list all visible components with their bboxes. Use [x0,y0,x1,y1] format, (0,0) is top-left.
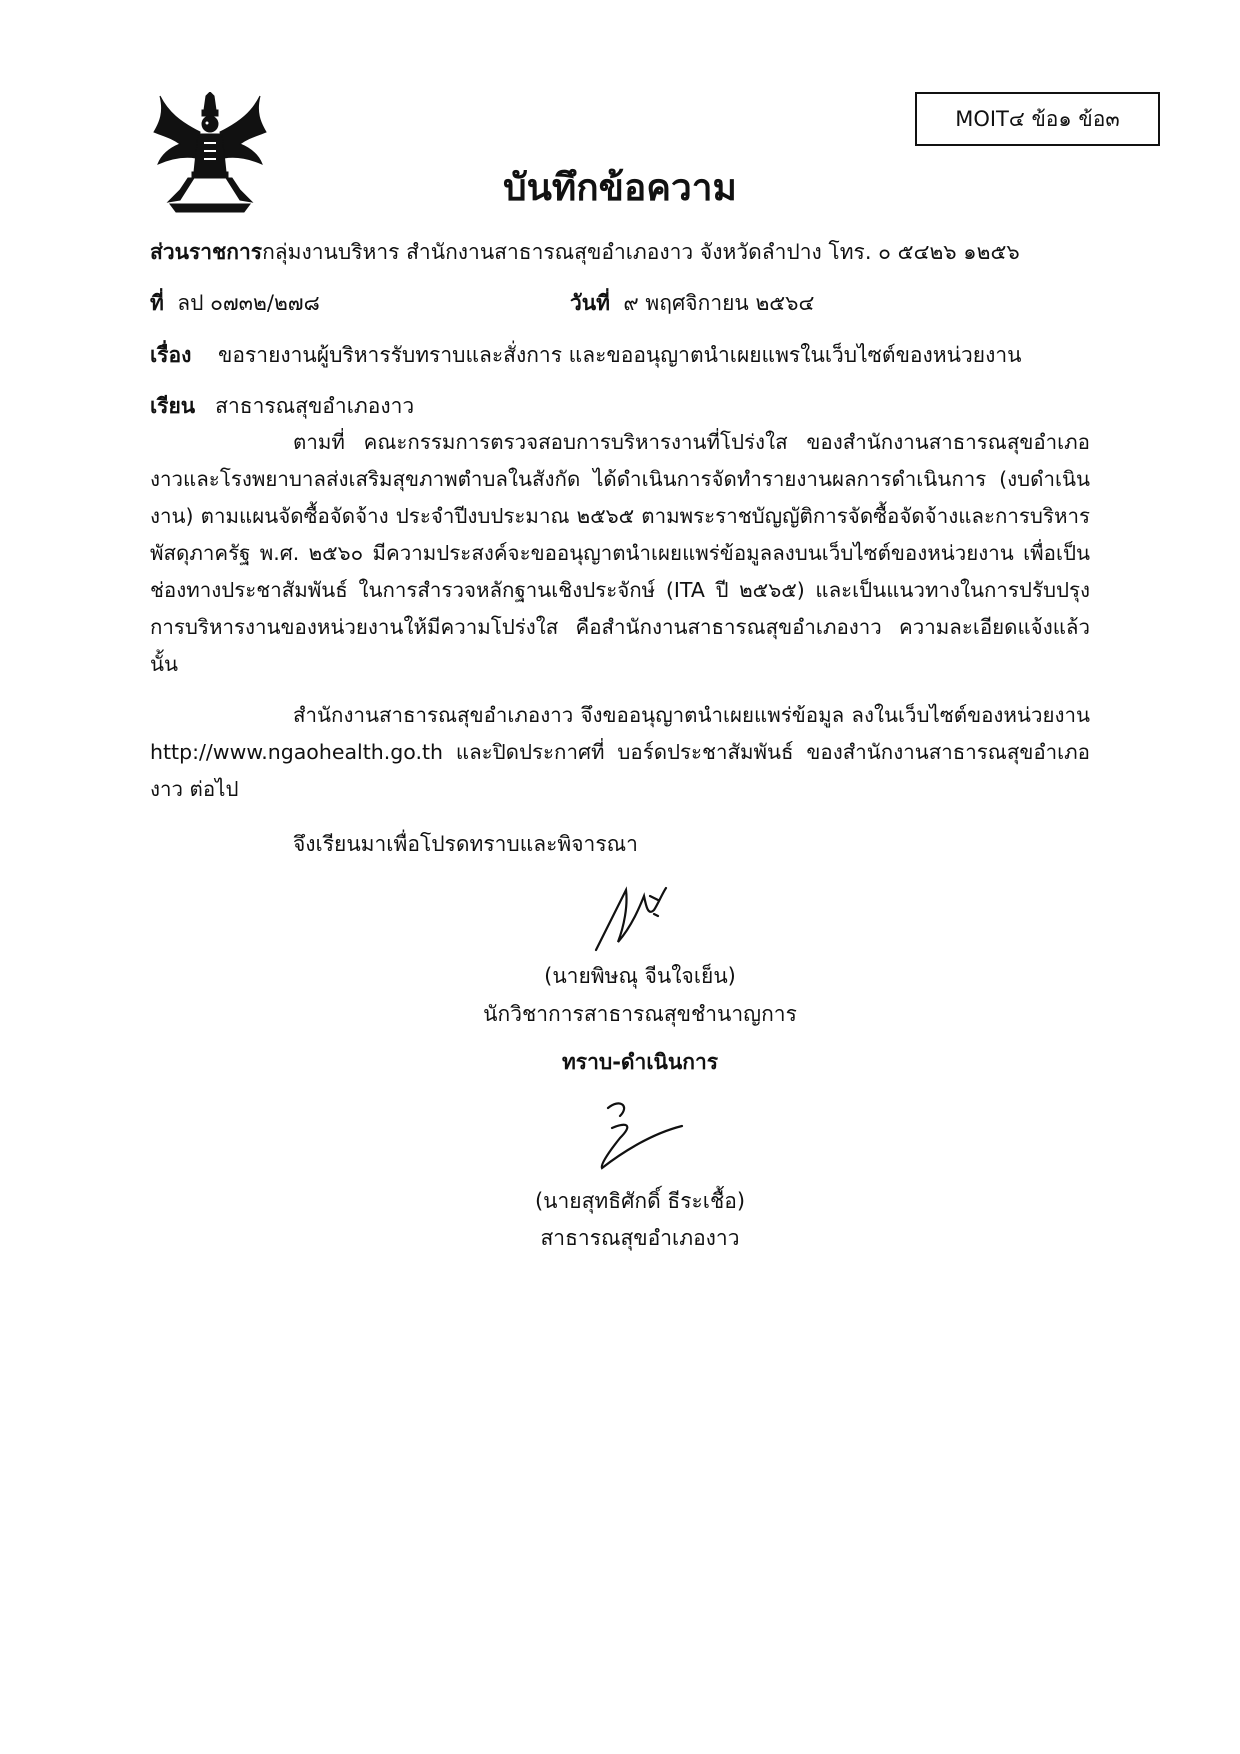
body-paragraph-2: สำนักงานสาธารณสุขอำเภองาว จึงขออนุญาตนำเผยแพร่ข้อมูล ลงในเว็บไซต์ของหน่วยงาน http://www.ngaohealth.go.th และปิดประกาศที่ บอร์ดประชาสัมพันธ์ ของสำนักงานสาธารณสุขอำเภองาว ต่อไป [150,703,1090,801]
signer-2-name: (นายสุทธิศักดิ์ ธีระเชื้อ) [534,1189,746,1213]
approval-text: ทราบ-ดำเนินการ [561,1050,719,1074]
reference-badge-text: MOIT๔ ข้อ๑ ข้อ๓ [955,106,1120,131]
agency-line [150,236,1020,269]
reference-badge [915,92,1160,146]
signer-1-name: (นายพิษณุ จีนใจเย็น) [544,964,736,988]
closing-line: จึงเรียนมาเพื่อโปรดทราบและพิจารณา [293,832,638,856]
date-label: วันที่ [570,291,610,315]
signer-2-position: สาธารณสุขอำเภองาว [540,1226,740,1250]
signature-1-icon [588,876,698,956]
agency-value: กลุ่มงานบริหาร สำนักงานสาธารณสุขอำเภองาว จังหวัดลำปาง โทร. ๐ ๕๔๒๖ ๑๒๕๖ [262,240,1020,264]
signer-1-position: นักวิชาการสาธารณสุขชำนาญการ [483,1002,797,1026]
salutation-label: เรียน [150,394,196,418]
subject-value: ขอรายงานผู้บริหารรับทราบและสั่งการ และขออนุญาตนำเผยแพรในเว็บไซต์ของหน่วยงาน [218,343,1022,367]
salutation-line [150,390,414,423]
date-value: ๙ พฤศจิกายน ๒๕๖๔ [623,291,815,315]
signature-2-icon [590,1094,690,1174]
subject-label: เรื่อง [150,343,192,367]
reference-number-line [150,287,320,320]
subject-line [150,339,1022,372]
date-line [570,287,814,320]
agency-label: ส่วนราชการ [150,240,263,264]
reference-label: ที่ [150,291,164,315]
salutation-value: สาธารณสุขอำเภองาว [215,394,415,418]
document-title: บันทึกข้อความ [503,166,737,209]
reference-value: ลป ๐๗๓๒/๒๗๘ [177,291,320,315]
body-paragraph-1: ตามที่ คณะกรรมการตรวจสอบการบริหารงานที่โปร่งใส ของสำนักงานสาธารณสุขอำเภองาวและโรงพยาบาลส่งเสริมสุขภาพตำบลในสังกัด ได้ดำเนินการจัดทำรายงานผลการดำเนินการ (งบดำเนินงาน) ตามแผนจัดซื้อจัดจ้าง ประจำปีงบประมาณ ๒๕๖๕ ตามพระราชบัญญัติการจัดซื้อจัดจ้างและการบริหารพัสดุภาครัฐ พ.ศ. ๒๕๖๐ มีความประสงค์จะขออนุญาตนำเผยแพร่ข้อมูลลงบนเว็บไซต์ของหน่วยงาน เพื่อเป็นช่องทางประชาสัมพันธ์ ในการสำรวจหลักฐานเชิงประจักษ์ (ITA ปี ๒๕๖๕) และเป็นแนวทางในการปรับปรุงการบริหารงานของหน่วยงานให้มีความโปร่งใส คือสำนักงานสาธารณสุขอำเภองาว ความละเอียดแจ้งแล้วนั้น [150,430,1090,676]
